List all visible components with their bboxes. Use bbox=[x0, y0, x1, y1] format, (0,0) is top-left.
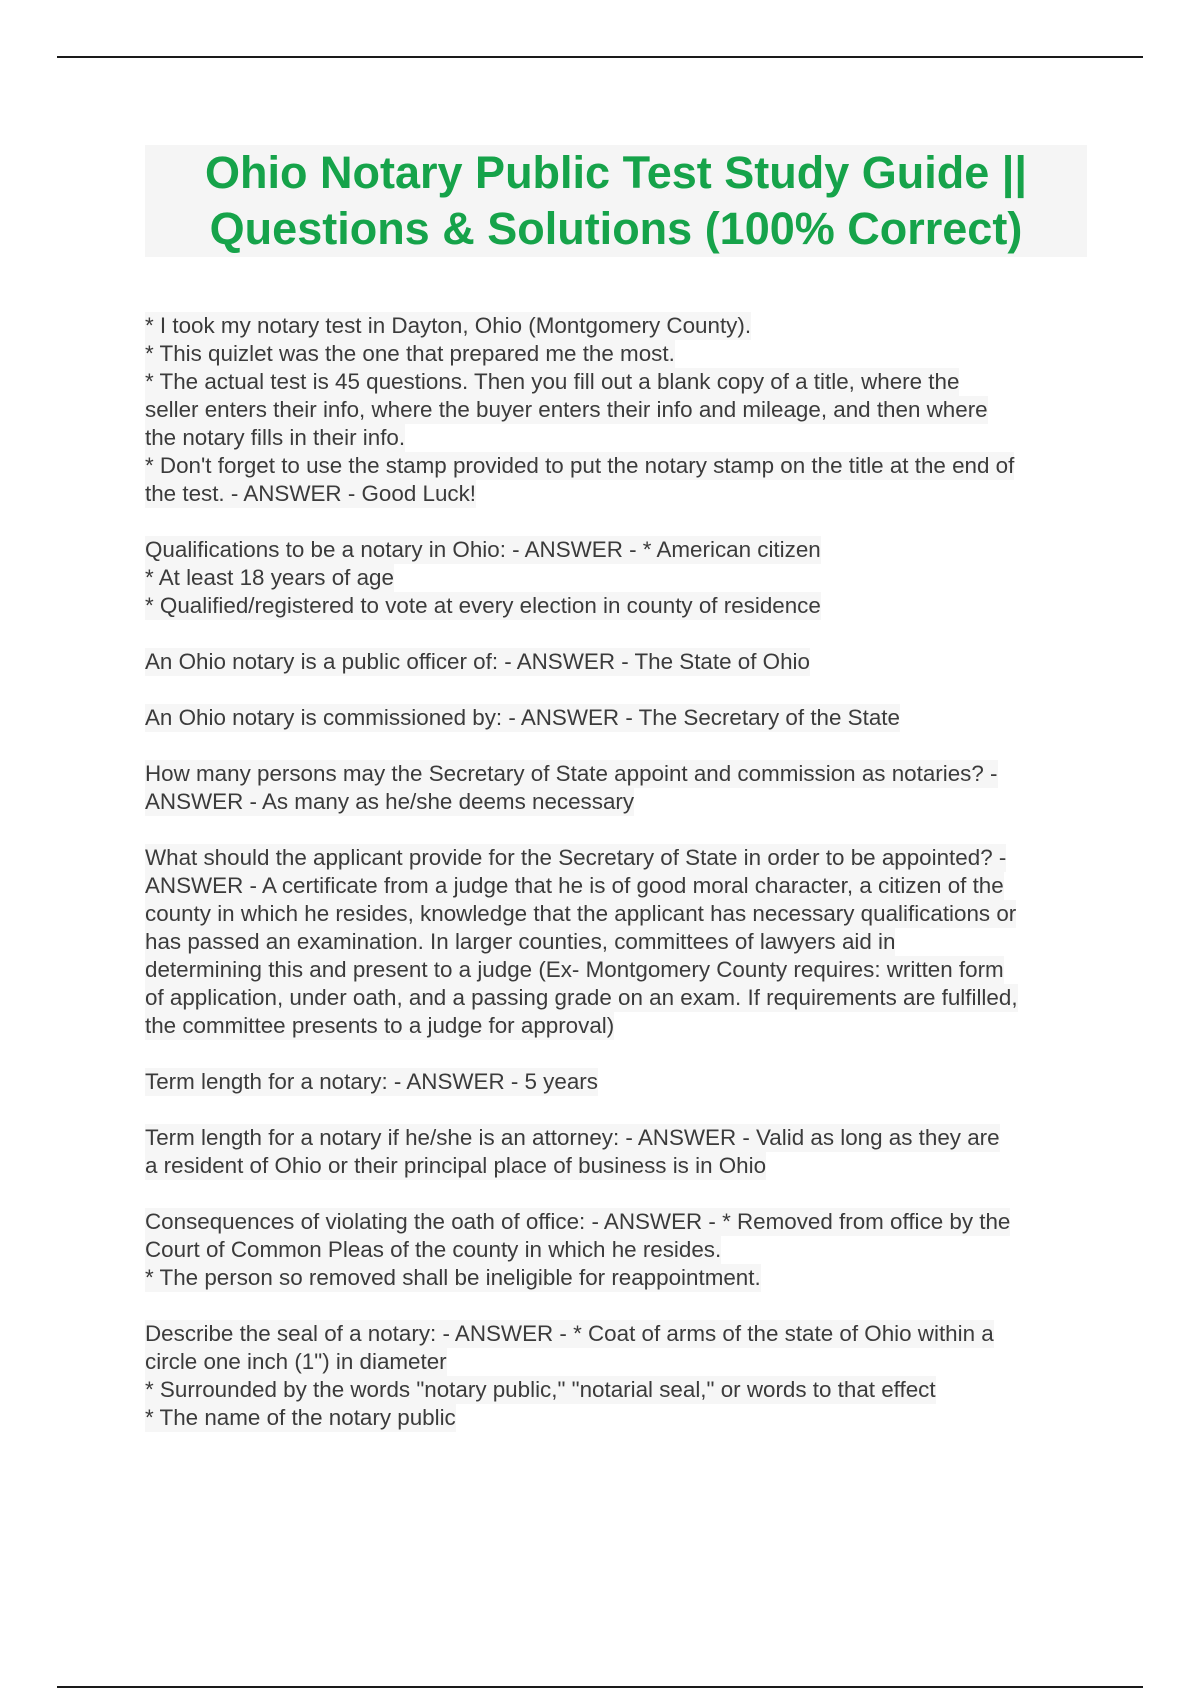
text-line: Qualifications to be a notary in Ohio: - ANSWER - * American citizen bbox=[145, 537, 821, 562]
document-body bbox=[145, 312, 1090, 1460]
text-line: * The actual test is 45 questions. Then you fill out a blank copy of a title, where the bbox=[145, 369, 960, 394]
text-line: * Surrounded by the words "notary public," "notarial seal," or words to that effect bbox=[145, 1377, 936, 1402]
qa-block bbox=[145, 312, 1090, 508]
text-line: ANSWER - As many as he/she deems necessary bbox=[145, 789, 635, 814]
text-line: the notary fills in their info. bbox=[145, 425, 406, 450]
text-line: An Ohio notary is commissioned by: - ANSWER - The Secretary of the State bbox=[145, 705, 900, 730]
qa-block bbox=[145, 1068, 1090, 1096]
text-line: * This quizlet was the one that prepared me the most. bbox=[145, 341, 675, 366]
text-line: An Ohio notary is a public officer of: - ANSWER - The State of Ohio bbox=[145, 649, 810, 674]
qa-block bbox=[145, 844, 1090, 1040]
qa-block bbox=[145, 760, 1090, 816]
qa-block bbox=[145, 704, 1090, 732]
text-line: circle one inch (1") in diameter bbox=[145, 1349, 447, 1374]
qa-block bbox=[145, 1124, 1090, 1180]
text-line: Court of Common Pleas of the county in which he resides. bbox=[145, 1237, 722, 1262]
text-line: * The person so removed shall be ineligible for reappointment. bbox=[145, 1265, 761, 1290]
qa-block bbox=[145, 1320, 1090, 1432]
text-line: How many persons may the Secretary of State appoint and commission as notaries? - bbox=[145, 761, 998, 786]
text-line: ANSWER - A certificate from a judge that he is of good moral character, a citizen of the bbox=[145, 873, 1004, 898]
text-line: the committee presents to a judge for approval) bbox=[145, 1013, 615, 1038]
qa-block bbox=[145, 536, 1090, 620]
title-line-2: Questions & Solutions (100% Correct) bbox=[209, 203, 1023, 254]
text-line: * Don't forget to use the stamp provided to put the notary stamp on the title at the end of bbox=[145, 453, 1015, 478]
qa-block bbox=[145, 648, 1090, 676]
text-line: Term length for a notary if he/she is an attorney: - ANSWER - Valid as long as they are bbox=[145, 1125, 1000, 1150]
text-line: has passed an examination. In larger counties, committees of lawyers aid in bbox=[145, 929, 896, 954]
text-line: Consequences of violating the oath of office: - ANSWER - * Removed from office by the bbox=[145, 1209, 1011, 1234]
header-rule bbox=[57, 56, 1143, 58]
text-line: * The name of the notary public bbox=[145, 1405, 456, 1430]
qa-block bbox=[145, 1208, 1090, 1292]
title-line-1: Ohio Notary Public Test Study Guide || bbox=[205, 147, 1027, 198]
title-banner bbox=[145, 145, 1087, 257]
text-line: a resident of Ohio or their principal place of business is in Ohio bbox=[145, 1153, 767, 1178]
text-line: determining this and present to a judge (Ex- Montgomery County requires: written form bbox=[145, 957, 1004, 982]
document-title bbox=[205, 145, 1027, 257]
footer-rule bbox=[57, 1686, 1143, 1688]
text-line: What should the applicant provide for the Secretary of State in order to be appointed? - bbox=[145, 845, 1007, 870]
text-line: county in which he resides, knowledge that the applicant has necessary qualifications or bbox=[145, 901, 1017, 926]
text-line: * I took my notary test in Dayton, Ohio (Montgomery County). bbox=[145, 313, 752, 338]
text-line: * At least 18 years of age bbox=[145, 565, 394, 590]
text-line: the test. - ANSWER - Good Luck! bbox=[145, 481, 477, 506]
text-line: of application, under oath, and a passing grade on an exam. If requirements are fulfilled, bbox=[145, 985, 1018, 1010]
text-line: * Qualified/registered to vote at every election in county of residence bbox=[145, 593, 821, 618]
text-line: Describe the seal of a notary: - ANSWER - * Coat of arms of the state of Ohio within a bbox=[145, 1321, 994, 1346]
text-line: seller enters their info, where the buyer enters their info and mileage, and then where bbox=[145, 397, 988, 422]
text-line: Term length for a notary: - ANSWER - 5 years bbox=[145, 1069, 598, 1094]
